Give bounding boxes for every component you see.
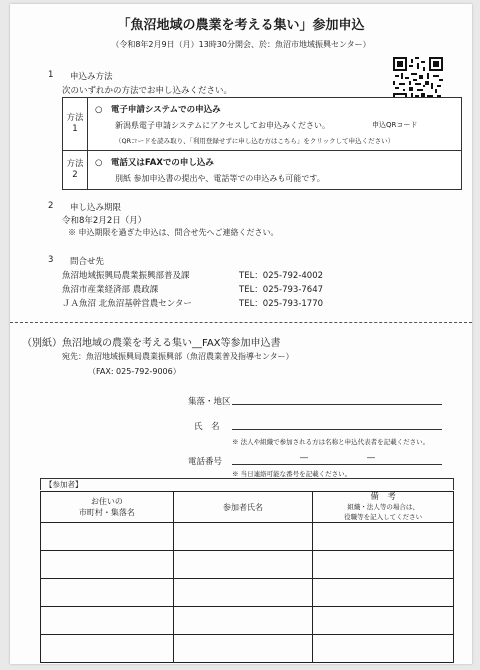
phone-label: 電話番号 [188, 457, 223, 467]
event-info: （令和8年2月9日（月）13時30分開会、於：魚沼市地域振興センター） [111, 40, 371, 49]
method1-box [62, 97, 462, 151]
participants-table [40, 491, 454, 663]
deadline-date: 令和8年2月2日（月） [62, 216, 147, 226]
col-header-remarks-note1: 組織・法人等の場合は、 [347, 503, 419, 511]
area-label: 集落・地区 [188, 397, 231, 407]
remarks-cell[interactable] [313, 579, 454, 607]
method2-line1: 別紙 参加申込書の提出や、電話等での申込みも可能です。 [115, 174, 325, 183]
section3-heading: 問合せ先 [70, 257, 105, 267]
deadline-note: ※ 申込期限を過ぎた申込は、問合せ先へご連絡ください。 [68, 228, 279, 237]
col-header-municipality [41, 492, 174, 523]
section1-lead: 次のいずれかの方法でお申し込みください。 [62, 86, 233, 96]
participant-name-cell[interactable] [173, 579, 313, 607]
method2-box [62, 150, 462, 190]
col-header-municipality-line2: 市町村・集落名 [78, 508, 135, 517]
table-row [41, 607, 454, 635]
section1-number: 1 [48, 70, 54, 80]
contact-tel-1: TEL：025-792-4002 [239, 271, 324, 281]
method1-title: ○ 電子申請システムでの申込み [95, 105, 221, 115]
name-label: 氏 名 [194, 422, 220, 432]
method1-label [63, 98, 88, 150]
municipality-cell[interactable] [41, 551, 174, 579]
contact-tel-2: TEL：025-793-7647 [239, 285, 324, 295]
municipality-cell[interactable] [41, 579, 174, 607]
remarks-cell[interactable] [313, 523, 454, 551]
method1-line2: （QRコードを読み取り、「利用登録せずに申し込む方はこちら」をクリックして申込ください） [115, 137, 395, 145]
section2-number: 2 [48, 201, 54, 211]
name-note: ※ 法人や組織で参加される方は名称と申込代表者を記載ください。 [232, 438, 430, 446]
page-title: 「魚沼地域の農業を考える集い」参加申込 [117, 18, 365, 33]
col-header-participant-name: 参加者氏名 [173, 492, 313, 523]
phone-note: ※ 当日連絡可能な番号を記載ください。 [232, 470, 352, 478]
method2-label-a: 方法 [66, 159, 84, 169]
form-fax: （FAX: 025-792-9006） [88, 367, 181, 376]
contact-tel-3: TEL：025-793-1770 [239, 299, 324, 309]
method1-line1: 新潟県電子申請システムにアクセスしてお申込みください。 [115, 121, 330, 130]
municipality-cell[interactable] [41, 523, 174, 551]
table-row [41, 551, 454, 579]
method2-label-b: 2 [72, 170, 78, 180]
method1-label-b: 1 [72, 124, 78, 134]
area-field[interactable] [232, 404, 442, 405]
application-sheet [10, 4, 472, 664]
qr-caption: 申込QRコード [372, 121, 418, 129]
form-recipient: 宛先：魚沼地域振興局農業振興部（魚沼農業普及指導センター） [62, 352, 294, 361]
participants-title: 【参加者】 [40, 478, 454, 490]
col-header-remarks-note2: 役職等を記入してください [344, 513, 423, 521]
section3-number: 3 [48, 255, 54, 265]
table-row [41, 579, 454, 607]
remarks-cell[interactable] [313, 551, 454, 579]
participant-name-cell[interactable] [173, 607, 313, 635]
col-header-remarks-title: 備 考 [370, 492, 396, 502]
col-header-municipality-line1: お住いの [90, 497, 123, 506]
name-field[interactable] [232, 429, 442, 430]
remarks-cell[interactable] [313, 635, 454, 663]
method2-title: ○ 電話又はFAXでの申し込み [95, 158, 214, 168]
cut-line [10, 322, 472, 323]
remarks-cell[interactable] [313, 607, 454, 635]
table-row [41, 523, 454, 551]
contact-org-1: 魚沼地域振興局農業振興部普及課 [62, 271, 190, 281]
participant-name-cell[interactable] [173, 635, 313, 663]
method2-label [63, 151, 88, 189]
table-row [41, 635, 454, 663]
participant-name-cell[interactable] [173, 523, 313, 551]
municipality-cell[interactable] [41, 607, 174, 635]
method1-label-a: 方法 [66, 113, 84, 123]
section2-heading: 申し込み期限 [70, 203, 122, 213]
phone-dash-2: ― [367, 453, 375, 462]
participant-name-cell[interactable] [173, 551, 313, 579]
contact-org-2: 魚沼市産業経済部 農政課 [62, 285, 159, 295]
municipality-cell[interactable] [41, 635, 174, 663]
phone-dash-1: ― [300, 453, 308, 462]
contact-org-3: ＪＡ魚沼 北魚沼基幹営農センター [62, 299, 192, 309]
form-title: （別紙）魚沼地域の農業を考える集い__FAX等参加申込書 [22, 338, 281, 349]
phone-field[interactable] [232, 464, 442, 465]
section1-heading: 申込み方法 [70, 72, 113, 82]
col-header-remarks [313, 492, 454, 523]
